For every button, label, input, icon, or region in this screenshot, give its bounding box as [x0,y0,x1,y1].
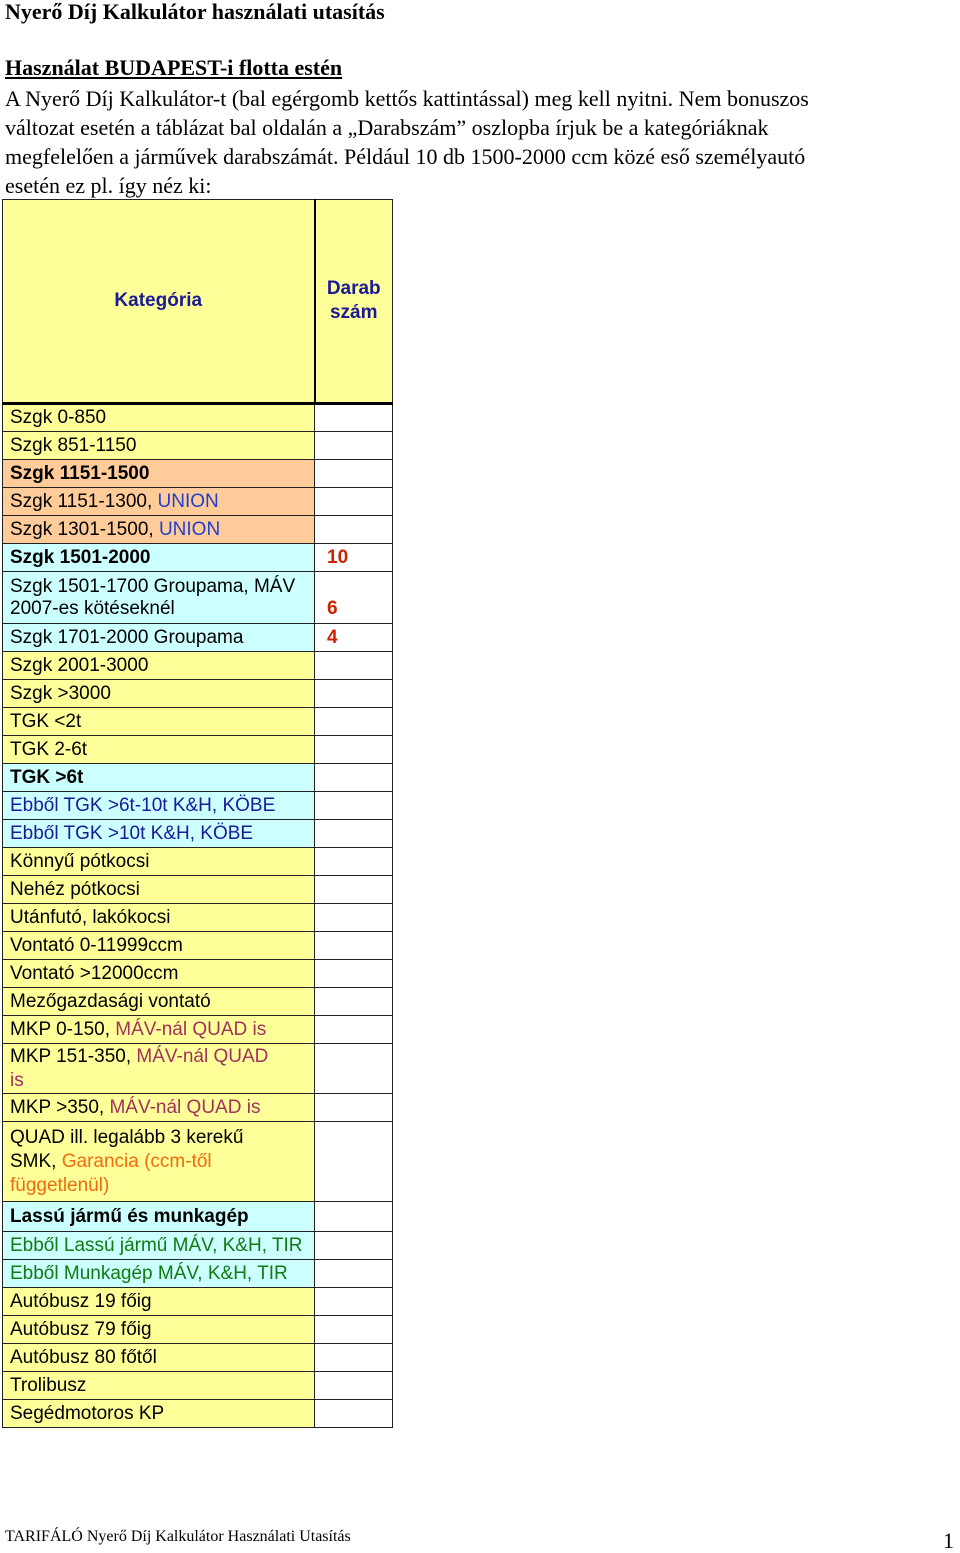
category-cell [3,516,315,544]
warranty-note: Garancia (ccm-től [61,1150,212,1172]
table-row [3,544,393,572]
count-cell[interactable] [315,764,393,792]
header-count-line1: Darab [326,278,381,299]
count-cell[interactable] [315,1202,393,1232]
table-header-row [3,200,393,404]
table-row [3,764,393,792]
table-row [3,460,393,488]
category-cell: TGK >6t [3,764,315,792]
count-cell[interactable] [315,1260,393,1288]
category-cell: Ebből TGK >6t-10t K&H, KÖBE [3,792,315,820]
count-cell[interactable] [315,516,393,544]
count-cell[interactable]: 6 [315,572,393,624]
category-cell: Szgk 851-1150 [3,432,315,460]
count-cell[interactable] [315,432,393,460]
quad-note: MÁV-nál QUAD [136,1045,269,1067]
intro-line: megfelelően a járművek darabszámát. Például 10 db 1500-2000 ccm közé eső személyautó [5,144,806,169]
count-cell[interactable] [315,876,393,904]
table-row [3,960,393,988]
category-cell: Utánfutó, lakókocsi [3,904,315,932]
category-cell: Könnyű pótkocsi [3,848,315,876]
page-number: 1 [943,1528,954,1553]
count-cell[interactable] [315,904,393,932]
count-cell[interactable] [315,988,393,1016]
category-cell: Szgk 2001-3000 [3,652,315,680]
table-row [3,1400,393,1428]
category-text: MKP 151-350, [10,1045,137,1067]
header-count [315,200,393,404]
table-row [3,1232,393,1260]
table-row [3,1016,393,1044]
table-row [3,932,393,960]
count-cell[interactable] [315,820,393,848]
table-row [3,708,393,736]
category-cell: TGK 2-6t [3,736,315,764]
category-text: MKP >350, [10,1096,110,1118]
category-cell: Lassú jármű és munkagép [3,1202,315,1232]
table-row [3,1044,393,1094]
count-cell[interactable] [315,1044,393,1094]
quad-note-line2: is [10,1069,24,1091]
category-text-line2: SMK, [10,1150,62,1172]
category-cell: Autóbusz 79 főig [3,1316,315,1344]
table-row [3,1316,393,1344]
category-cell: Autóbusz 19 főig [3,1288,315,1316]
category-text: MKP 0-150, [10,1018,116,1040]
category-cell [3,572,315,624]
category-cell: Ebből Munkagép MÁV, K&H, TIR [3,1260,315,1288]
table-row [3,820,393,848]
category-cell: Vontató 0-11999ccm [3,932,315,960]
count-cell[interactable] [315,960,393,988]
count-cell[interactable] [315,708,393,736]
category-cell: Ebből Lassú jármű MÁV, K&H, TIR [3,1232,315,1260]
table-row [3,1202,393,1232]
table-row [3,404,393,432]
category-cell: Segédmotoros KP [3,1400,315,1428]
category-cell: Szgk 1701-2000 Groupama [3,624,315,652]
category-cell: Szgk 1501-2000 [3,544,315,572]
category-cell [3,488,315,516]
intro-line: esetén ez pl. így néz ki: [5,173,212,198]
count-cell[interactable] [315,460,393,488]
count-cell[interactable] [315,1288,393,1316]
category-cell: Szgk >3000 [3,680,315,708]
category-cell [3,1122,315,1202]
count-cell[interactable] [315,404,393,432]
category-text: Szgk 1501-1700 Groupama, MÁV [10,575,296,597]
intro-line: változat esetén a táblázat bal oldalán a „Darabszám” oszlopba írjuk be a kategóriáknak [5,115,769,140]
fleet-category-table [2,199,393,1428]
count-cell[interactable] [315,736,393,764]
category-cell [3,1044,315,1094]
category-cell: Ebből TGK >10t K&H, KÖBE [3,820,315,848]
document-title: Nyerő Díj Kalkulátor használati utasítás [5,0,385,24]
insurer-highlight: UNION [157,490,219,512]
category-cell [3,1094,315,1122]
table-row [3,1372,393,1400]
insurer-highlight: UNION [158,518,221,540]
page-footer: TARIFÁLÓ Nyerő Díj Kalkulátor Használati Utasítás [5,1528,351,1545]
table-row [3,1288,393,1316]
category-text: QUAD ill. legalább 3 kerekű [10,1126,244,1148]
quad-note: MÁV-nál QUAD is [115,1018,267,1040]
table-row [3,624,393,652]
category-cell: TGK <2t [3,708,315,736]
count-cell[interactable] [315,1372,393,1400]
warranty-note-line2: függetlenül) [10,1174,110,1196]
count-cell[interactable]: 10 [315,544,393,572]
count-cell[interactable] [315,848,393,876]
table-row [3,488,393,516]
count-cell[interactable] [315,652,393,680]
table-row [3,516,393,544]
count-cell[interactable] [315,680,393,708]
table-row [3,652,393,680]
table-row [3,848,393,876]
table-row [3,1260,393,1288]
count-cell[interactable] [315,1122,393,1202]
table-row [3,876,393,904]
category-cell: Trolibusz [3,1372,315,1400]
count-cell[interactable] [315,1400,393,1428]
category-cell: Szgk 1151-1500 [3,460,315,488]
category-cell: Mezőgazdasági vontató [3,988,315,1016]
category-text-line2: 2007-es kötéseknél [10,597,175,619]
header-count-line2: szám [329,302,378,323]
count-cell[interactable] [315,1316,393,1344]
category-cell: Nehéz pótkocsi [3,876,315,904]
intro-line: A Nyerő Díj Kalkulátor-t (bal egérgomb kettős kattintással) meg kell nyitni. Nem bonuszos [5,86,809,111]
table-row [3,572,393,624]
category-cell: Szgk 0-850 [3,404,315,432]
quad-note: MÁV-nál QUAD is [109,1096,261,1118]
table-row [3,736,393,764]
table-row [3,1344,393,1372]
count-cell[interactable]: 4 [315,624,393,652]
count-cell[interactable] [315,792,393,820]
count-cell[interactable] [315,488,393,516]
table-row [3,680,393,708]
category-cell: Autóbusz 80 főtől [3,1344,315,1372]
table-row [3,792,393,820]
table-row [3,1094,393,1122]
count-cell[interactable] [315,932,393,960]
table-row [3,904,393,932]
table-row [3,1122,393,1202]
table-row [3,432,393,460]
count-cell[interactable] [315,1016,393,1044]
category-cell: Vontató >12000ccm [3,960,315,988]
header-category: Kategória [3,200,315,404]
table-row [3,988,393,1016]
category-text: Szgk 1151-1300, [10,490,158,512]
category-cell [3,1016,315,1044]
section-heading: Használat BUDAPEST-i flotta estén [5,55,343,80]
count-cell[interactable] [315,1094,393,1122]
count-cell[interactable] [315,1232,393,1260]
category-text: Szgk 1301-1500, [10,518,159,540]
count-cell[interactable] [315,1344,393,1372]
